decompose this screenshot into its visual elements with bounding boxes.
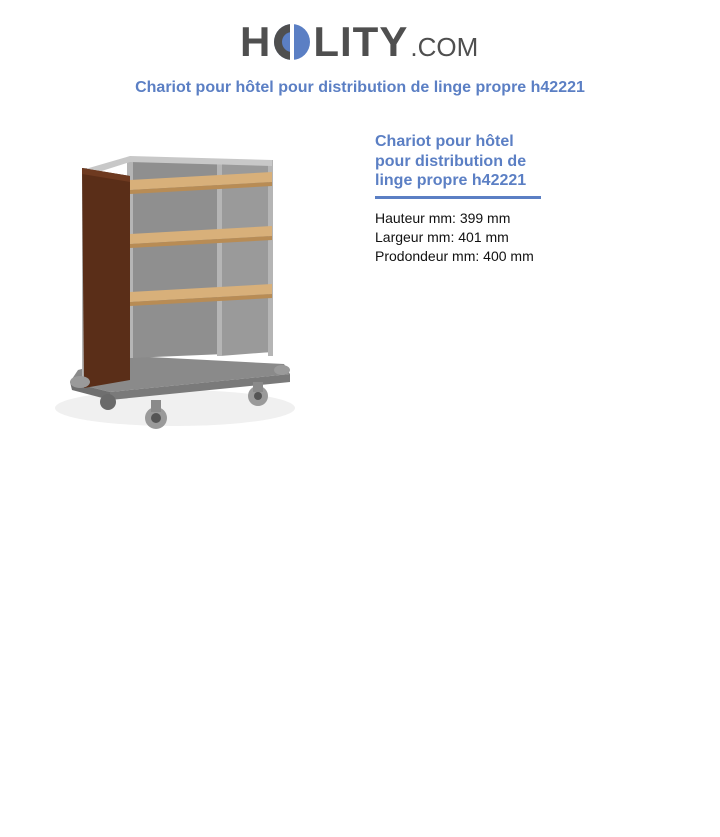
spec-label: Largeur mm:: [375, 228, 455, 245]
spec-value: 399 mm: [459, 209, 511, 226]
logo-domain: .COM: [410, 31, 479, 62]
logo-letters: LITY: [313, 18, 409, 65]
spec-row-hauteur: [375, 209, 705, 228]
site-logo[interactable]: [240, 18, 478, 66]
logo-o-icon: [272, 21, 312, 63]
product-info: [375, 132, 705, 266]
spec-label: Prodondeur mm:: [375, 247, 480, 264]
product-image: [0, 120, 340, 440]
spec-row-largeur: [375, 228, 705, 247]
product-specs: [375, 209, 705, 266]
spec-label: Hauteur mm:: [375, 209, 456, 226]
spec-value: 401 mm: [458, 228, 509, 245]
page-title: Chariot pour hôtel pour distribution de linge propre h42221: [135, 79, 585, 96]
spec-value: 400 mm: [483, 247, 534, 264]
spec-row-profondeur: [375, 247, 705, 266]
product-title: Chariot pour hôtel pour distribution de linge propre h42221: [375, 132, 541, 199]
logo-letter-h: H: [240, 18, 272, 65]
